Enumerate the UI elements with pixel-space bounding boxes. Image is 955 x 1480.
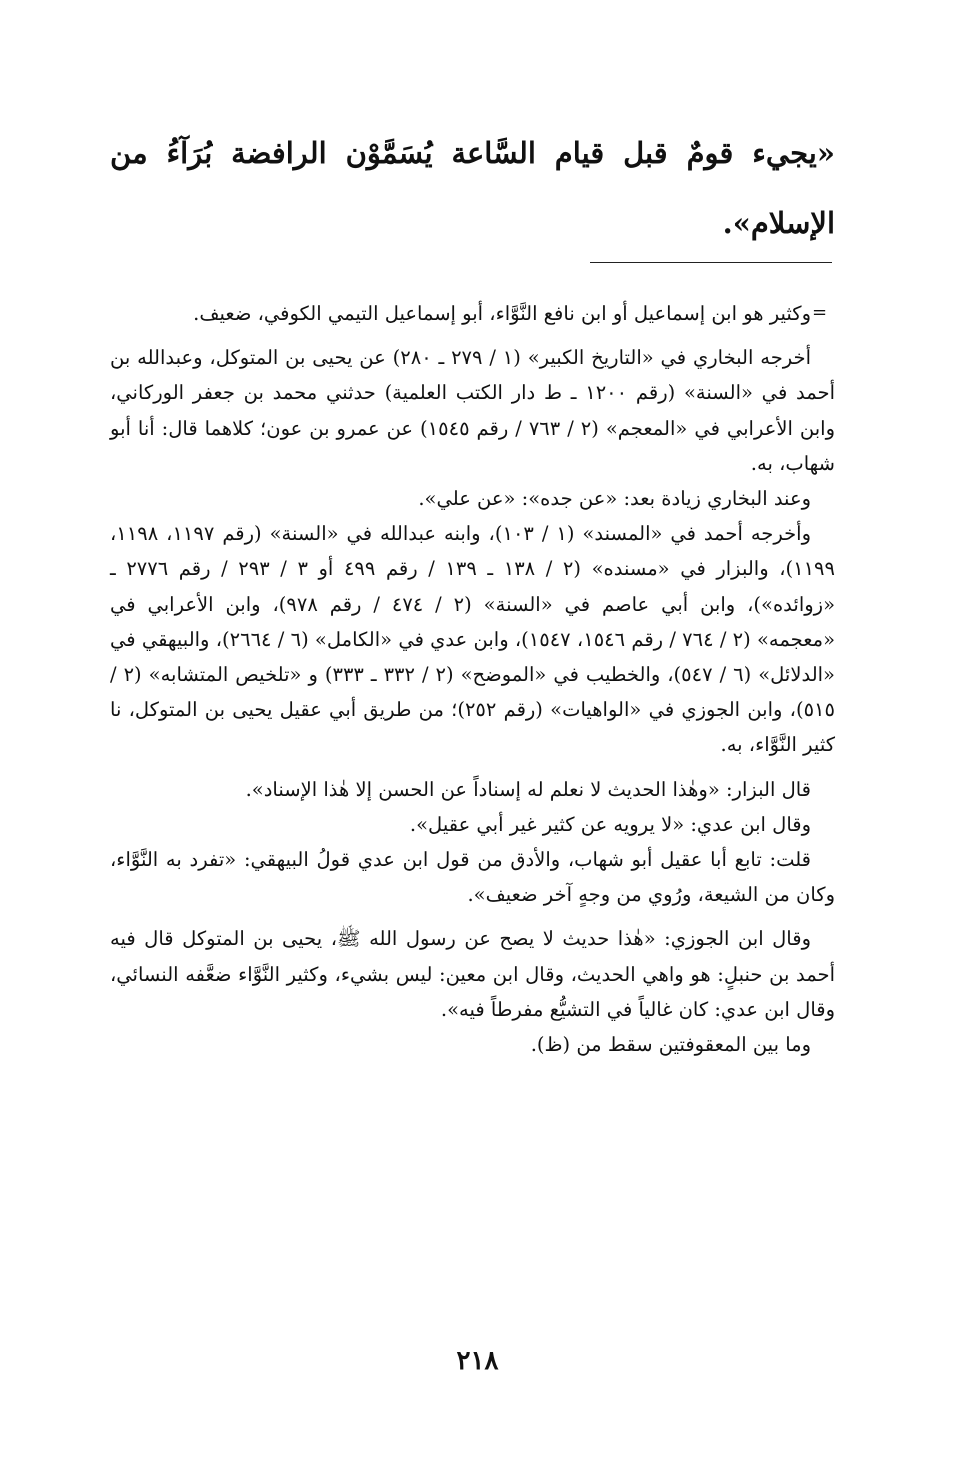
footnote-paragraph: أخرجه البخاري في «التاريخ الكبير» (١ / ٢٧٩ ـ ٢٨٠) عن يحيى بن المتوكل، وعبدالله بن أحمد في «السنة» (رقم ١٢٠٠ ـ ط دار الكتب العلمية) حدثني محمد بن جعفر الوركاني، وابن الأعرابي في «المعجم» (٢ / ٧٦٣ / رقم ١٥٤٥) عن عمرو بن عون؛ كلاهما قال: أنا أبو شهاب، به. — [110, 346, 836, 475]
footnote-paragraph: وعند البخاري زيادة بعد: «عن جده»: «عن علي». — [418, 487, 811, 511]
footnote-paragraph: وقال ابن عدي: «لا يرويه عن كثير غير أبي عقيل». — [409, 812, 811, 836]
hadith-text: «يجيء قومٌ قبل قيام السَّاعة يُسَمَّوْن الرافضة بُرَآءُ من الإسلام». — [110, 136, 835, 240]
footnote-paragraph: وما بين المعقوفتين سقط من (ظ). — [530, 1033, 811, 1057]
continuation-mark: = — [812, 302, 828, 323]
footnote-paragraph: وقال ابن الجوزي: «هٰذا حديث لا يصح عن رسول الله ﷺ، يحيى بن المتوكل قال فيه أحمد بن حنبلٍ: هو واهي الحديث، وقال ابن معين: ليس بشيء، وكثير النَّوَّاء ضعَّفه النسائي، وقال ابن عدي: كان غالياً في التشيُّع مفرطاً فيه». — [110, 927, 835, 1021]
footnote-divider — [590, 262, 832, 263]
footnote-paragraph: قلت: تابع أبا عقيل أبو شهاب، والأدق من قول ابن عدي قولُ البيهقي: «تفرد به النَّوَّاء، وكان من الشيعة، ورُوي من وجهٍ آخر ضعيف». — [110, 848, 835, 907]
page-number: ٢١٨ — [456, 1346, 499, 1376]
footnote-paragraph: قال البزار: «وهٰذا الحديث لا نعلم له إسناداً عن الحسن إلا هٰذا الإسناد». — [245, 777, 811, 801]
footnotes — [110, 296, 835, 1062]
footnote-paragraph: وأخرجه أحمد في «المسند» (١ / ١٠٣)، وابنه عبدالله في «السنة» (رقم ١١٩٧، ١١٩٨، ١١٩٩)، والبزار في «مسنده» (٢ / ١٣٨ ـ ١٣٩ / رقم ٤٩٩ أو ٣ / ٢٩٣ / رقم ٢٧٧٦ ـ «زوائده»)، وابن أبي عاصم في «السنة» (٢ / ٤٧٤ / رقم ٩٧٨)، وابن الأعرابي في «معجمه» (٢ / ٧٦٤ / رقم ١٥٤٦، ١٥٤٧)، وابن عدي في «الكامل» (٦ / ٢٦٦٤)، والبيهقي في «الدلائل» (٦ / ٥٤٧)، والخطيب في «الموضح» (٢ / ٣٣٢ ـ ٣٣٣) و «تلخيص المتشابه» (٢ / ٥١٥)، وابن الجوزي في «الواهيات» (رقم ٢٥٢)؛ من طريق أبي عقيل يحيى بن المتوكل، نا كثير النَّوَّاء، به. — [110, 522, 836, 757]
footnote-paragraph: وكثير هو ابن إسماعيل أو ابن نافع النَّوَّاء، أبو إسماعيل التيمي الكوفي، ضعيف. — [193, 302, 811, 325]
